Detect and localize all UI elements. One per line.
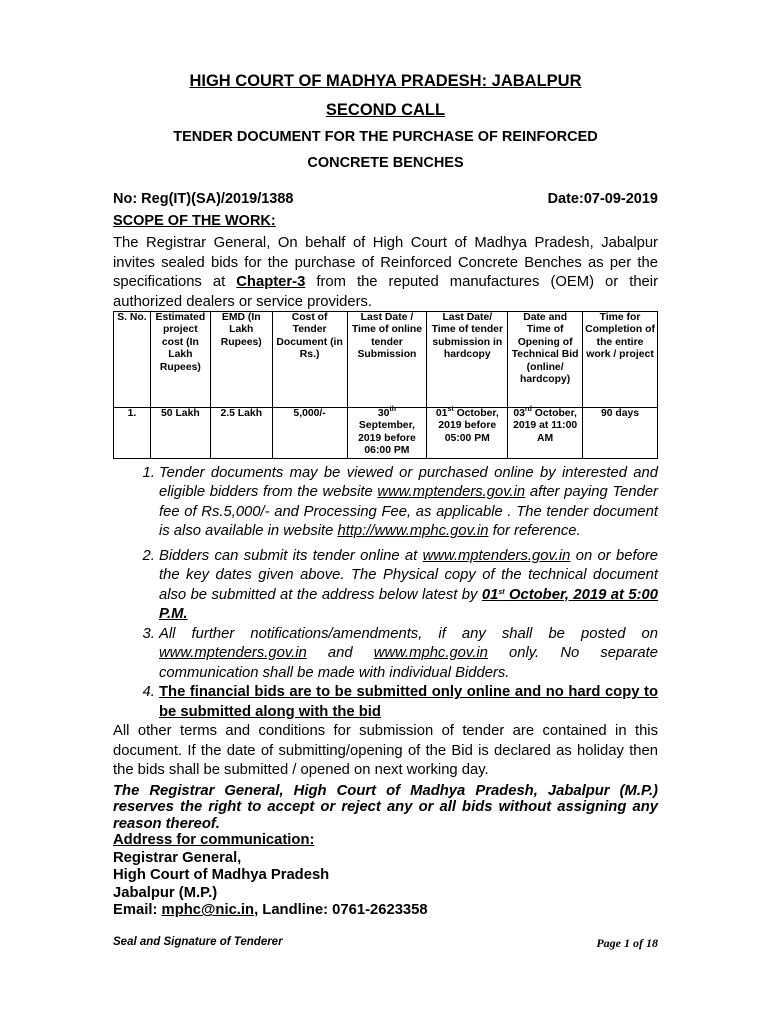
scope-heading: SCOPE OF THE WORK: xyxy=(113,213,276,229)
other-terms-paragraph: All other terms and conditions for submission of tender are contained in this document. If the date of submitting/opening of the Bid is declared as holiday then the bids shall be submitted / opened on next working day. xyxy=(113,723,658,779)
cell-sno: 1. xyxy=(114,408,151,459)
cell-hardcopy-date xyxy=(427,408,508,459)
reference-number: No: Reg(IT)(SA)/2019/1388 xyxy=(113,191,294,207)
cell-emd: 2.5 Lakh xyxy=(210,408,272,459)
item3-text-a: All further notifications/amendments, if any shall be posted on xyxy=(159,625,658,642)
table-row xyxy=(114,408,658,459)
reference-date: Date:07-09-2019 xyxy=(547,191,658,207)
reference-row xyxy=(113,188,658,210)
hard-day: 01 xyxy=(435,408,448,419)
hard-rest: October, 2019 before 05:00 PM xyxy=(438,408,499,444)
open-sup: rd xyxy=(524,406,532,413)
col-header-doc-cost: Cost of Tender Document (in Rs.) xyxy=(272,312,347,408)
landline: , Landline: 0761-2623358 xyxy=(254,902,428,919)
address-block xyxy=(113,832,658,920)
item1-text-a: Tender documents may be viewed or purchased online by interested and eligible bidders from the website xyxy=(159,464,658,501)
list-item xyxy=(159,625,658,684)
list-item xyxy=(159,547,658,625)
item3-text-b: only. No separate communication shall be made with individual Bidders. xyxy=(159,645,658,681)
email-link[interactable]: mphc@nic.in xyxy=(161,902,255,919)
open-day: 03 xyxy=(513,408,525,419)
col-header-hardcopy-date: Last Date/ Time of tender submission in hardcopy xyxy=(427,312,508,408)
item3-and: and xyxy=(306,645,374,662)
list-item xyxy=(159,464,658,542)
mphc-link[interactable]: http://www.mphc.gov.in xyxy=(337,523,489,540)
cell-online-date xyxy=(347,408,427,459)
contact-line xyxy=(113,902,658,920)
instructions-list xyxy=(113,464,658,723)
call-title: SECOND CALL xyxy=(325,101,446,119)
subject-line-2: CONCRETE BENCHES xyxy=(307,155,464,171)
seal-signature-label: Seal and Signature of Tenderer xyxy=(113,936,283,948)
scope-text-a: The Registrar General, On behalf of High Court of Madhya Pradesh, Jabalpur invites sealed bids for the purchase of Reinforced Concrete Benches as per the specifications at xyxy=(113,235,658,290)
col-header-cost: Estimated project cost (In Lakh Rupees) xyxy=(150,312,210,408)
col-header-opening-date: Date and Time of Opening of Technical Bid (online/ hardcopy) xyxy=(508,312,583,408)
cell-doc-cost: 5,000/- xyxy=(272,408,347,459)
court-title: HIGH COURT OF MADHYA PRADESH: JABALPUR xyxy=(189,72,582,90)
item2-text-a: Bidders can submit its tender online at xyxy=(159,547,423,564)
cell-opening-date xyxy=(508,408,583,459)
tender-schedule-table xyxy=(113,311,658,459)
address-heading: Address for communication: xyxy=(113,832,315,849)
page-number: Page 1 of 18 xyxy=(596,936,658,950)
document-page xyxy=(113,66,658,920)
list-item xyxy=(159,683,658,722)
deadline-day: 01 xyxy=(481,586,499,603)
mptenders-link[interactable]: www.mptenders.gov.in xyxy=(159,645,307,662)
col-header-emd: EMD (In Lakh Rupees) xyxy=(210,312,272,408)
mptenders-link[interactable]: www.mptenders.gov.in xyxy=(422,547,571,564)
page-footer xyxy=(113,936,658,951)
address-line-2: High Court of Madhya Pradesh xyxy=(113,867,330,884)
hard-sup: st xyxy=(447,406,454,413)
table-header-row xyxy=(114,312,658,408)
item1-text-c: for reference. xyxy=(488,523,581,540)
col-header-sno: S. No. xyxy=(114,312,151,408)
address-line-3: Jabalpur (M.P.) xyxy=(113,884,218,901)
cell-cost: 50 Lakh xyxy=(150,408,210,459)
email-label: Email: xyxy=(113,902,162,919)
cell-completion: 90 days xyxy=(583,408,658,459)
online-rest: September, 2019 before 06:00 PM xyxy=(358,420,416,457)
address-line-1: Registrar General, xyxy=(113,849,242,866)
open-rest: October, 2019 at 11:00 AM xyxy=(513,408,578,444)
online-sup: th xyxy=(389,406,397,413)
chapter-reference: Chapter-3 xyxy=(236,274,306,290)
col-header-completion: Time for Completion of the entire work / project xyxy=(583,312,658,408)
scope-text-b: from the reputed manufactures (OEM) or their authorized dealers or service providers. xyxy=(113,274,659,310)
deadline-rest: October, 2019 at 5:00 P.M. xyxy=(159,586,658,623)
registrar-note: The Registrar General, High Court of Madhya Pradesh, Jabalpur (M.P.) reserves the right to accept or reject any or all bids without assigning any reason thereof. xyxy=(113,782,658,832)
subject-line-1: TENDER DOCUMENT FOR THE PURCHASE OF REINFORCED xyxy=(173,129,598,145)
mptenders-link[interactable]: www.mptenders.gov.in xyxy=(377,484,526,501)
col-header-online-date: Last Date / Time of online tender Submission xyxy=(347,312,427,408)
item2-text-b: on or before the key dates given above. The Physical copy of the technical document also be submitted at the address below latest by xyxy=(159,547,658,603)
online-day: 30 xyxy=(377,408,390,419)
scope-paragraph xyxy=(113,234,658,312)
mphc-link[interactable]: www.mphc.gov.in xyxy=(373,645,488,662)
item1-text-b: after paying Tender fee of Rs.5,000/- and Processing Fee, as applicable . The tender document is also available in website xyxy=(159,484,658,540)
deadline-sup: st xyxy=(498,588,505,596)
financial-bid-note: The financial bids are to be submitted only online and no hard copy to be submitted along with the bid xyxy=(159,684,658,720)
